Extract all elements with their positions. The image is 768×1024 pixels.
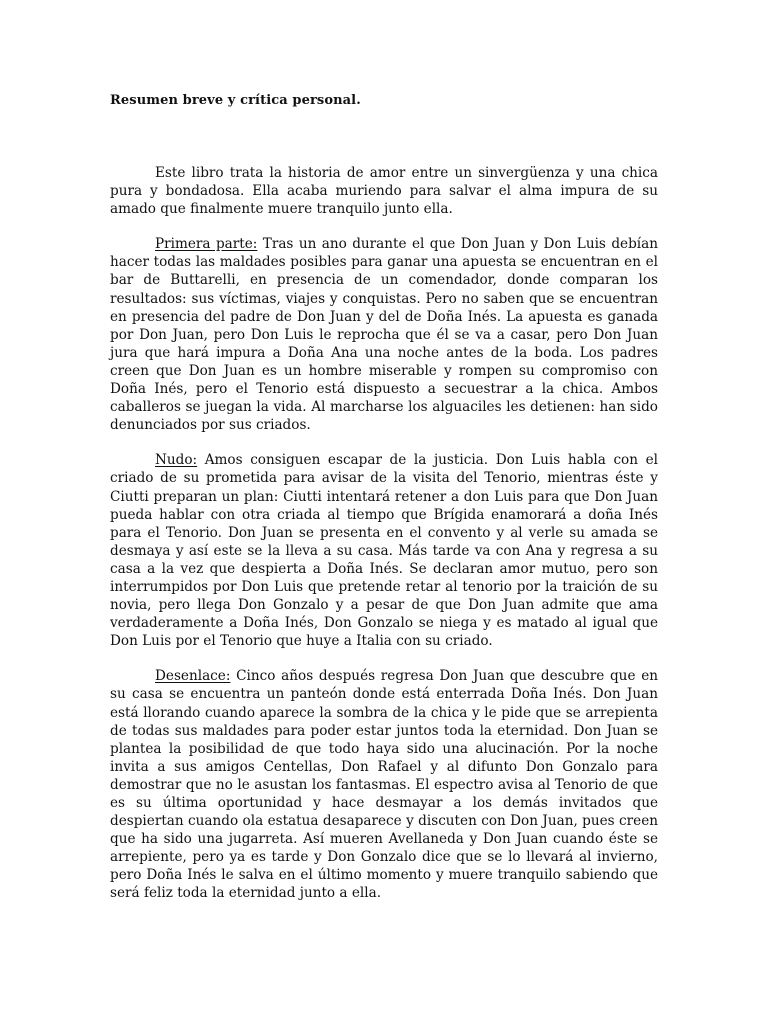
section-label: Nudo: (155, 452, 198, 469)
section-desenlace (110, 667, 658, 902)
section-primera-parte (110, 235, 658, 434)
section-text: Cinco años después regresa Don Juan que descubre que en su casa se encuentra un panteón donde está enterrada Doña Inés. Don Juan está llorando cuando aparece la sombra de la chica y le pide que se arrepienta de todas sus maldades para poder estar juntos toda la eternidad. Don Juan se plantea la posibilidad de que todo haya sido una alucinación. Por la noche invita a sus amigos Centellas, Don Rafael y al difunto Don Gonzalo para demostrar que no le asustan los fantasmas. El espectro avisa al Tenorio de que es su última oportunidad y hace desmayar a los demás invitados que despiertan cuando ola estatua desaparece y discuten con Don Juan, pues creen que ha sido una jugarreta. Así mueren Avellaneda y Don Juan cuando éste se arrepiente, pero ya es tarde y Don Gonzalo dice que se lo llevará al invierno, pero Doña Inés le salva en el último momento y muere tranquilo sabiendo que será feliz toda la eternidad junto a ella. (110, 668, 658, 902)
section-text: Tras un ano durante el que Don Juan y Don Luis debían hacer todas las maldades posibles para ganar una apuesta se encuentran en el bar de Buttarelli, en presencia de un comendador, donde comparan los resultados: sus víctimas, viajes y conquistas. Pero no saben que se encuentran en presencia del padre de Don Juan y del de Doña Inés. La apuesta es ganada por Don Juan, pero Don Luis le reprocha que él se va a casar, pero Don Juan jura que hará impura a Doña Ana una noche antes de la boda. Los padres creen que Don Juan es un hombre miserable y rompen su compromiso con Doña Inés, pero el Tenorio está dispuesto a secuestrar a la chica. Ambos caballeros se juegan la vida. Al marcharse los alguaciles les detienen: han sido denunciados por sus criados. (110, 236, 658, 434)
section-label: Primera parte: (155, 236, 258, 253)
section-nudo (110, 451, 658, 650)
document-page (110, 92, 658, 920)
intro-paragraph: Este libro trata la historia de amor entre un sinvergüenza y una chica pura y bondadosa. Ella acaba muriendo para salvar el alma impura de su amado que finalmente muere tranquilo junto ella. (110, 165, 658, 218)
section-text: Amos consiguen escapar de la justicia. Don Luis habla con el criado de su prometida para avisar de la visita del Tenorio, mientras éste y Ciutti preparan un plan: Ciutti intentará retener a don Luis para que Don Juan pueda hablar con otra criada al tiempo que Brígida enamorará a doña Inés para el Tenorio. Don Juan se presenta en el convento y al verle su amada se desmaya y así este se la lleva a su casa. Más tarde va con Ana y regresa a su casa a la vez que despierta a Doña Inés. Se declaran amor mutuo, pero son interrumpidos por Don Luis que pretende retar al tenorio por la traición de su novia, pero llega Don Gonzalo y a pesar de que Don Juan admite que ama verdaderamente a Doña Inés, Don Gonzalo se niega y es matado al igual que Don Luis por el Tenorio que huye a Italia con su criado. (110, 452, 658, 650)
document-title: Resumen breve y crítica personal. (110, 93, 361, 108)
section-label: Desenlace: (155, 668, 231, 685)
